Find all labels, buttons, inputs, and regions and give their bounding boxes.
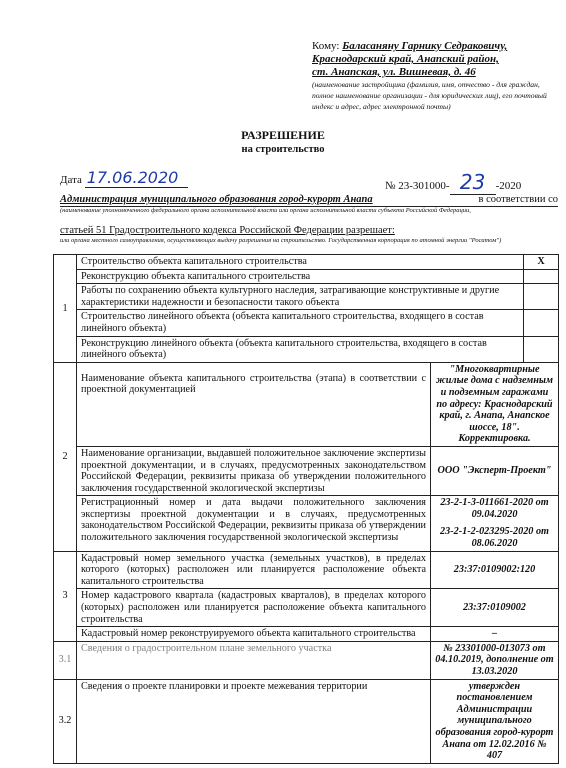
authority-block <box>60 194 558 215</box>
table-row <box>54 627 559 642</box>
work-type-cell: Строительство линейного объекта (объекта капитального строительства, входящего в состав линейного объекта) <box>77 310 524 336</box>
work-type-cell: Работы по сохранению объекта культурного наследия, затрагивающие конструктивные и другие характеристики надежности и безопасности такого объекта <box>77 284 524 310</box>
reconstructed-object-value: – <box>431 627 559 642</box>
expert-reg-value <box>431 496 559 551</box>
table-row <box>54 255 559 270</box>
permit-number <box>385 170 521 195</box>
authority-note: (наименование уполномоченного федерального органа исполнительной власти или органа исполнительной власти субъекта Российской Федерации, <box>60 206 558 215</box>
table-row <box>54 269 559 284</box>
object-name-label: Наименование объекта капитального строительства (этапа) в соответствии с проектной документацией <box>77 362 431 446</box>
work-type-cell: Строительство объекта капитального строительства <box>77 255 524 270</box>
table-row <box>54 362 559 446</box>
permit-number-prefix: № 23-301000- <box>385 180 450 192</box>
table-row <box>54 641 559 679</box>
work-type-mark: X <box>524 255 559 270</box>
urban-plan-label <box>77 641 431 679</box>
date-number-row <box>60 168 560 194</box>
work-type-mark <box>524 284 559 310</box>
section-number: 3.2 <box>54 679 77 763</box>
cadastral-number-value: 23:37:0109002:120 <box>431 551 559 589</box>
recipient-address-line-1: Краснодарский край, Анапский район, <box>312 53 499 65</box>
date-label: Дата <box>60 174 82 186</box>
expert-reg-value-2: 23-2-1-2-023295-2020 от 08.06.2020 <box>440 526 549 550</box>
table-row <box>54 551 559 589</box>
work-type-mark <box>524 269 559 284</box>
document-subtitle: на строительство <box>241 144 325 155</box>
work-type-mark <box>524 310 559 336</box>
statute-block <box>60 225 558 245</box>
statute-text: статьей 51 Градостроительного кодекса Российской Федерации разрешает: <box>60 225 395 236</box>
cadastral-block-value: 23:37:0109002 <box>431 589 559 627</box>
date-value: 17.06.2020 <box>85 168 189 188</box>
object-name-value: "Многоквартирные жилые дома с надземным и подземным гаражами по адресу: Краснодарский край, г. Анапа, Анапское шоссе, 18". Корректировка. <box>431 362 559 446</box>
recipient-label: Кому: <box>312 40 340 52</box>
cadastral-block-label: Номер кадастрового квартала (кадастровых кварталов), в пределах которого (которых) расположен или планируется расположение объекта капитального строительства <box>77 589 431 627</box>
expert-reg-label: Регистрационный номер и дата выдачи положительного заключения экспертизы проектной документации и в случаях, предусмотренных законодательством Российской Федерации, реквизиты приказа об утверждении положительного заключения государственной экологической экспертизы <box>77 496 431 551</box>
table-row <box>54 589 559 627</box>
table-row <box>54 446 559 495</box>
permit-number-suffix: -2020 <box>495 180 522 192</box>
planning-project-value: утвержден постановлением Администрации муниципального образования город-курорт Анапа от 12.02.2016 № 407 <box>431 679 559 763</box>
table-row <box>54 496 559 551</box>
document-title: РАЗРЕШЕНИЕ <box>241 128 325 142</box>
section-number <box>54 641 77 679</box>
table-row <box>54 310 559 336</box>
table-row <box>54 284 559 310</box>
work-type-mark <box>524 336 559 362</box>
recipient-note: (наименование застройщика (фамилия, имя, отчество - для граждан, полное наименование организации - для юридических лиц), его почтовый индекс и адрес, адрес электронной почты) <box>312 80 547 111</box>
statute-note: или органа местного самоуправления, осуществляющих выдачу разрешения на строительство. Государственная корпорация по атомной энергии "Росатом") <box>60 237 502 244</box>
urban-plan-value: № 23301000-013073 от 04.10.2019, дополнение от 13.03.2020 <box>431 641 559 679</box>
recipient-address-line-2: ст. Анапская, ул. Вишневая, д. 46 <box>312 66 476 78</box>
permit-number-value: 23 <box>450 170 496 195</box>
section-number-text: 3.1 <box>58 654 72 666</box>
permit-table <box>53 254 559 764</box>
urban-plan-label-text: Сведения о градостроительном плане земельного участка <box>81 642 332 654</box>
authority-tail: в соответствии со <box>478 194 558 205</box>
authority-name: Администрация муниципального образования город-курорт Анапа <box>60 194 373 205</box>
expert-org-label: Наименование организации, выдавшей положительное заключение экспертизы проектной документации, и в случаях, предусмотренных законодательством Российской Федерации, реквизиты приказа об утверждении положительного заключения государственной экологической экспертизы <box>77 446 431 495</box>
cadastral-number-label: Кадастровый номер земельного участка (земельных участков), в пределах которого (которых) расположен или планируется расположение объекта капитального строительства <box>77 551 431 589</box>
planning-project-label: Сведения о проекте планировки и проекте межевания территории <box>77 679 431 763</box>
recipient-name: Баласаняну Гарнику Седраковичу, <box>342 40 508 52</box>
section-number: 3 <box>54 551 77 641</box>
work-type-cell: Реконструкцию линейного объекта (объекта капитального строительства, входящего в состав линейного объекта) <box>77 336 524 362</box>
table-row <box>54 336 559 362</box>
recipient-block <box>312 40 552 112</box>
reconstructed-object-label: Кадастровый номер реконструируемого объекта капитального строительства <box>77 627 431 642</box>
section-number: 2 <box>54 362 77 551</box>
table-row <box>54 679 559 763</box>
work-type-cell: Реконструкцию объекта капитального строительства <box>77 269 524 284</box>
section-number: 1 <box>54 255 77 363</box>
expert-org-value: ООО "Эксперт-Проект" <box>431 446 559 495</box>
expert-reg-value-1: 23-2-1-3-011661-2020 от 09.04.2020 <box>440 497 549 520</box>
